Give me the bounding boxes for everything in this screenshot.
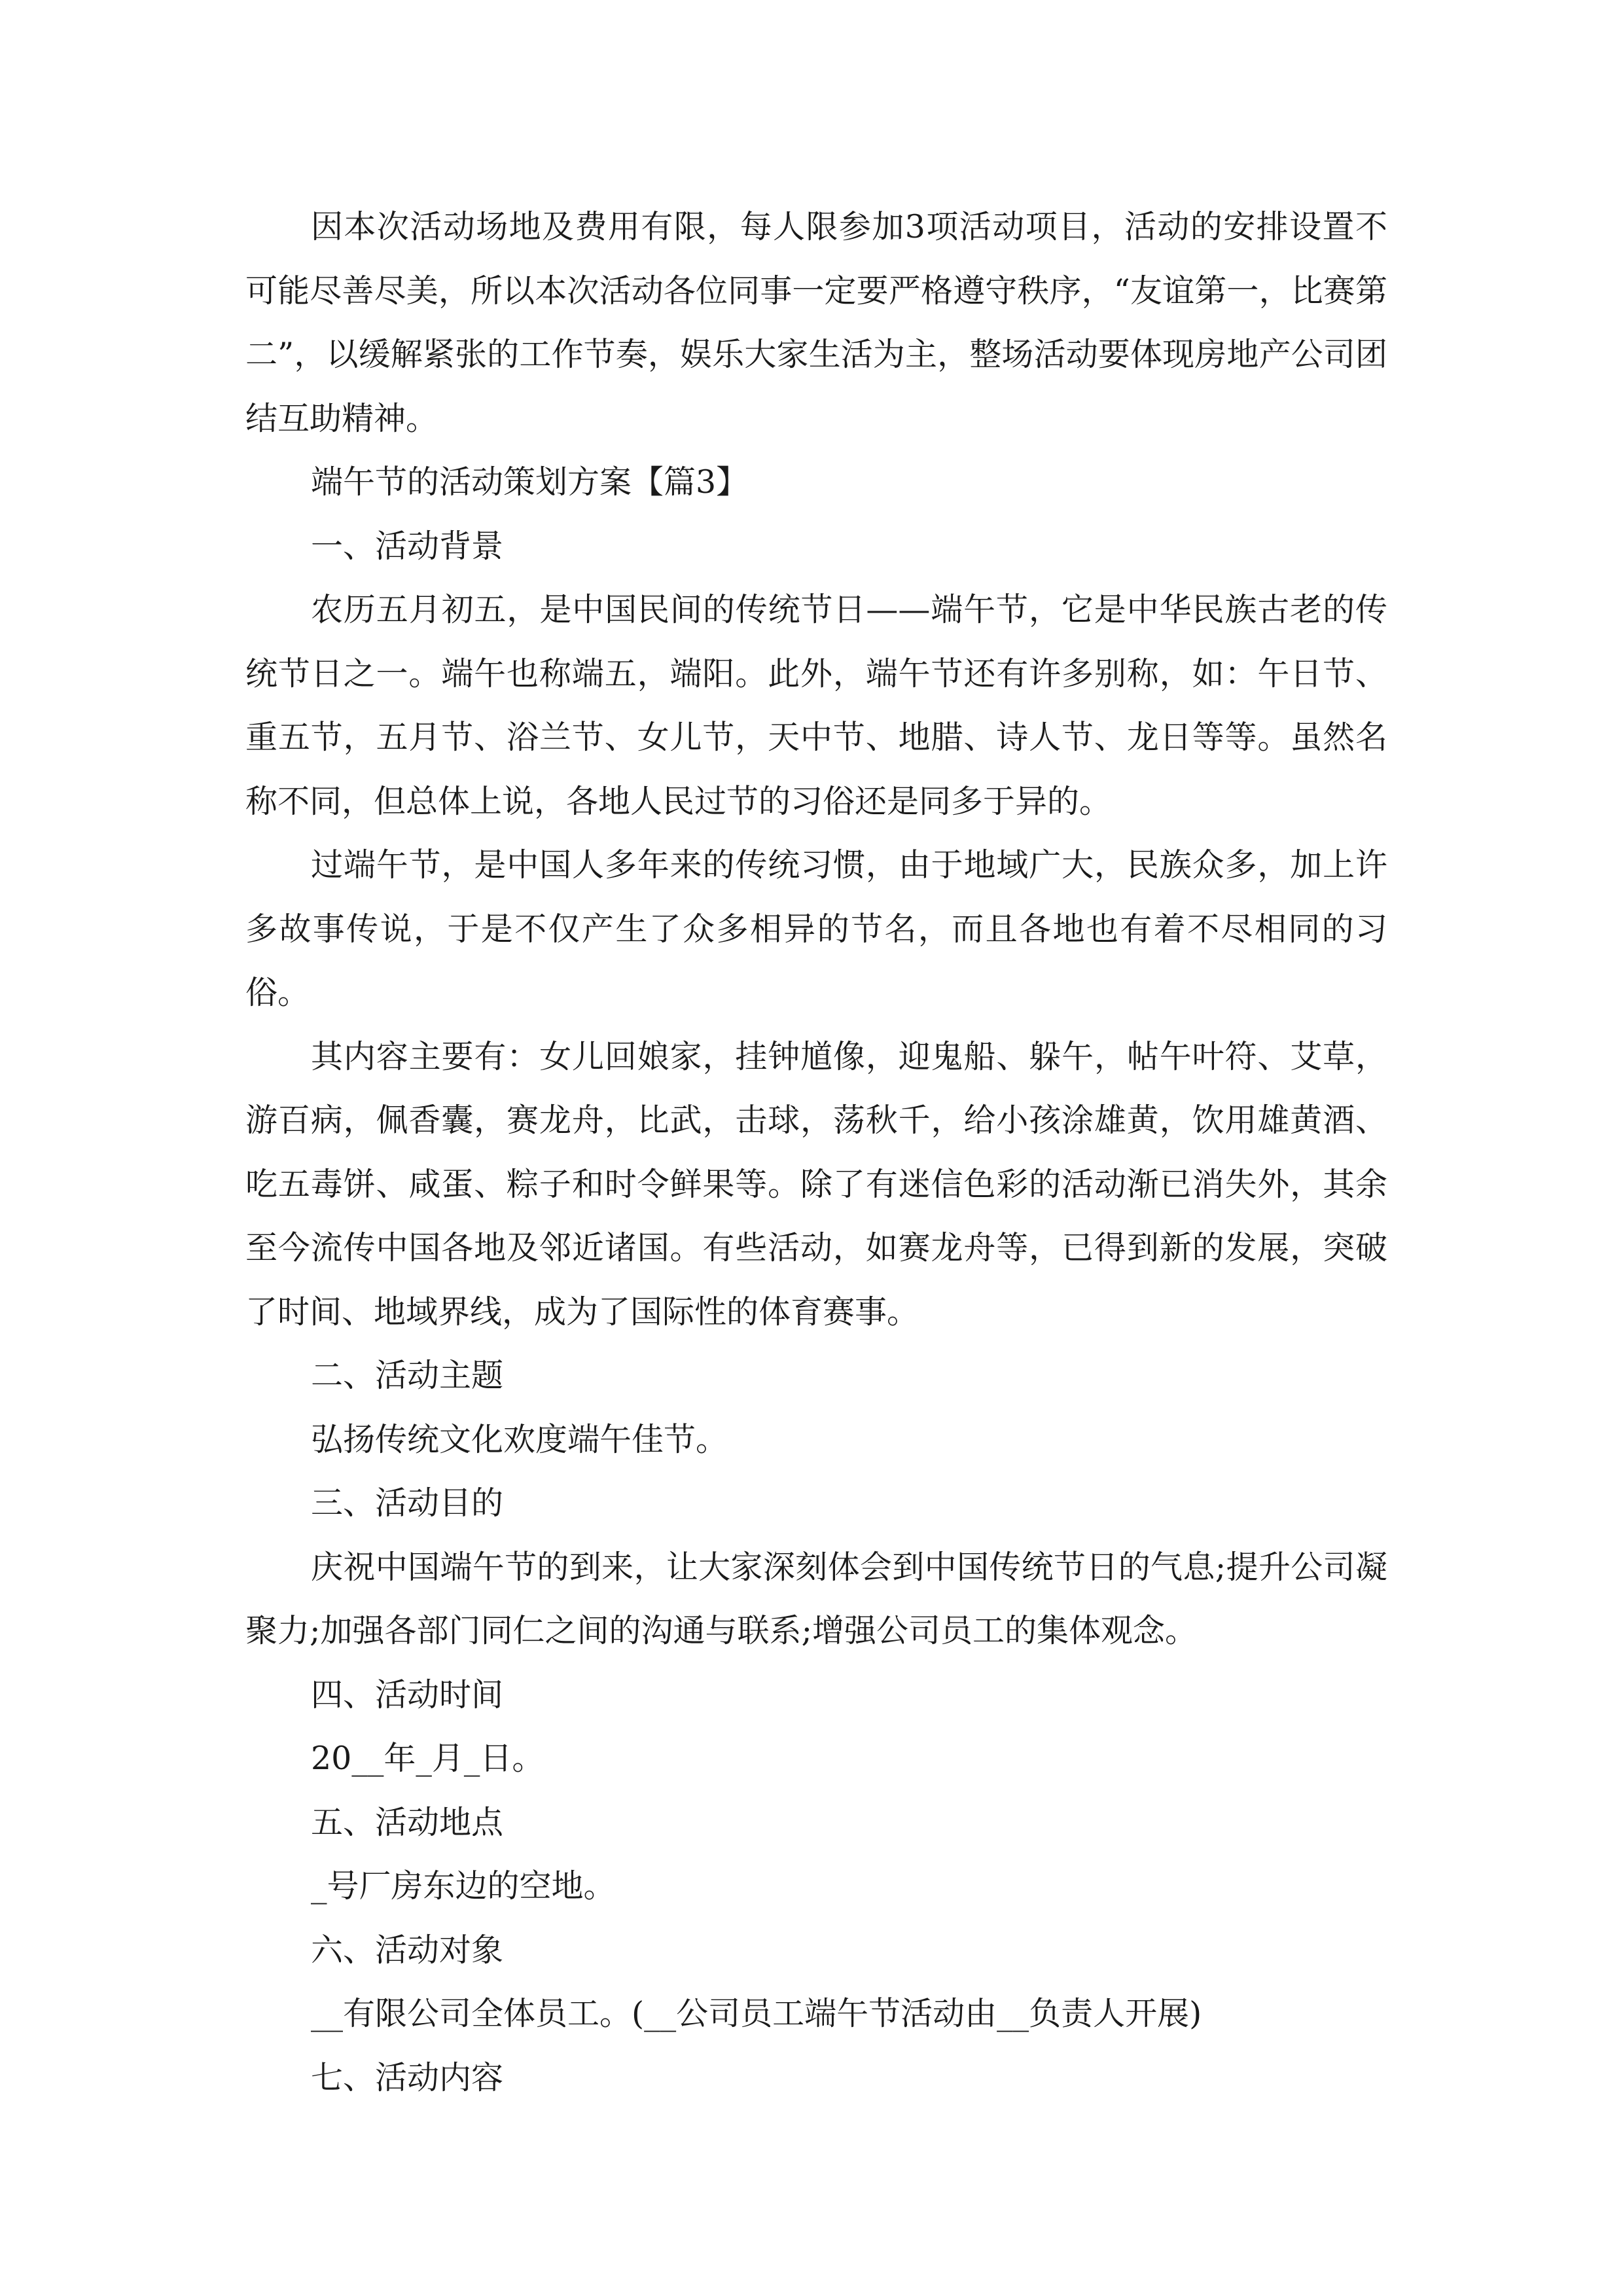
heading-purpose: 三、活动目的 <box>311 1484 504 1522</box>
paragraph-background-1: 农历五月初五，是中国民间的传统节日——端午节，它是中华民族古老的传统节日之一。端午也称端五，端阳。此外，端午节还有许多别称，如：午日节、重五节，五月节、浴兰节、女儿节，天中节、地腊、诗人节、龙日等等。虽然名称不同，但总体上说，各地人民过节的习俗还是同多于异的。 <box>245 591 1387 820</box>
heading-content: 七、活动内容 <box>311 2058 504 2096</box>
section-title-plan-3: 端午节的活动策划方案【篇3】 <box>311 463 749 501</box>
paragraph-theme: 弘扬传统文化欢度端午佳节。 <box>311 1420 728 1458</box>
paragraph-activity-rules: 因本次活动场地及费用有限，每人限参加3项活动项目，活动的安排设置不可能尽善尽美，所以本次活动各位同事一定要严格遵守秩序，“友谊第一，比赛第二”，以缓解紧张的工作节奏，娱乐大家生活为主，整场活动要体现房地产公司团结互助精神。 <box>245 208 1387 437</box>
document-body <box>245 195 1387 2109</box>
paragraph-location: _号厂房东边的空地。 <box>311 1867 616 1905</box>
heading-participants: 六、活动对象 <box>311 1931 504 1969</box>
heading-theme: 二、活动主题 <box>311 1357 504 1394</box>
heading-location: 五、活动地点 <box>311 1803 504 1841</box>
paragraph-background-3: 其内容主要有：女儿回娘家，挂钟馗像，迎鬼船、躲午，帖午叶符、艾草，游百病，佩香囊，赛龙舟，比武，击球，荡秋千，给小孩涂雄黄，饮用雄黄酒、吃五毒饼、咸蛋、粽子和时令鲜果等。除了有迷信色彩的活动渐已消失外，其余至今流传中国各地及邻近诸国。有些活动，如赛龙舟等，已得到新的发展，突破了时间、地域界线，成为了国际性的体育赛事。 <box>245 1037 1387 1331</box>
heading-time: 四、活动时间 <box>311 1676 504 1713</box>
heading-background: 一、活动背景 <box>311 527 504 565</box>
paragraph-time: 20__年_月_日。 <box>311 1740 544 1777</box>
paragraph-purpose: 庆祝中国端午节的到来，让大家深刻体会到中国传统节日的气息;提升公司凝聚力;加强各部门同仁之间的沟通与联系;增强公司员工的集体观念。 <box>245 1548 1387 1649</box>
paragraph-participants: __有限公司全体员工。(__公司员工端午节活动由__负责人开展) <box>311 1995 1202 2032</box>
paragraph-background-2: 过端午节，是中国人多年来的传统习惯，由于地域广大，民族众多，加上许多故事传说，于是不仅产生了众多相异的节名，而且各地也有着不尽相同的习俗。 <box>245 846 1387 1011</box>
